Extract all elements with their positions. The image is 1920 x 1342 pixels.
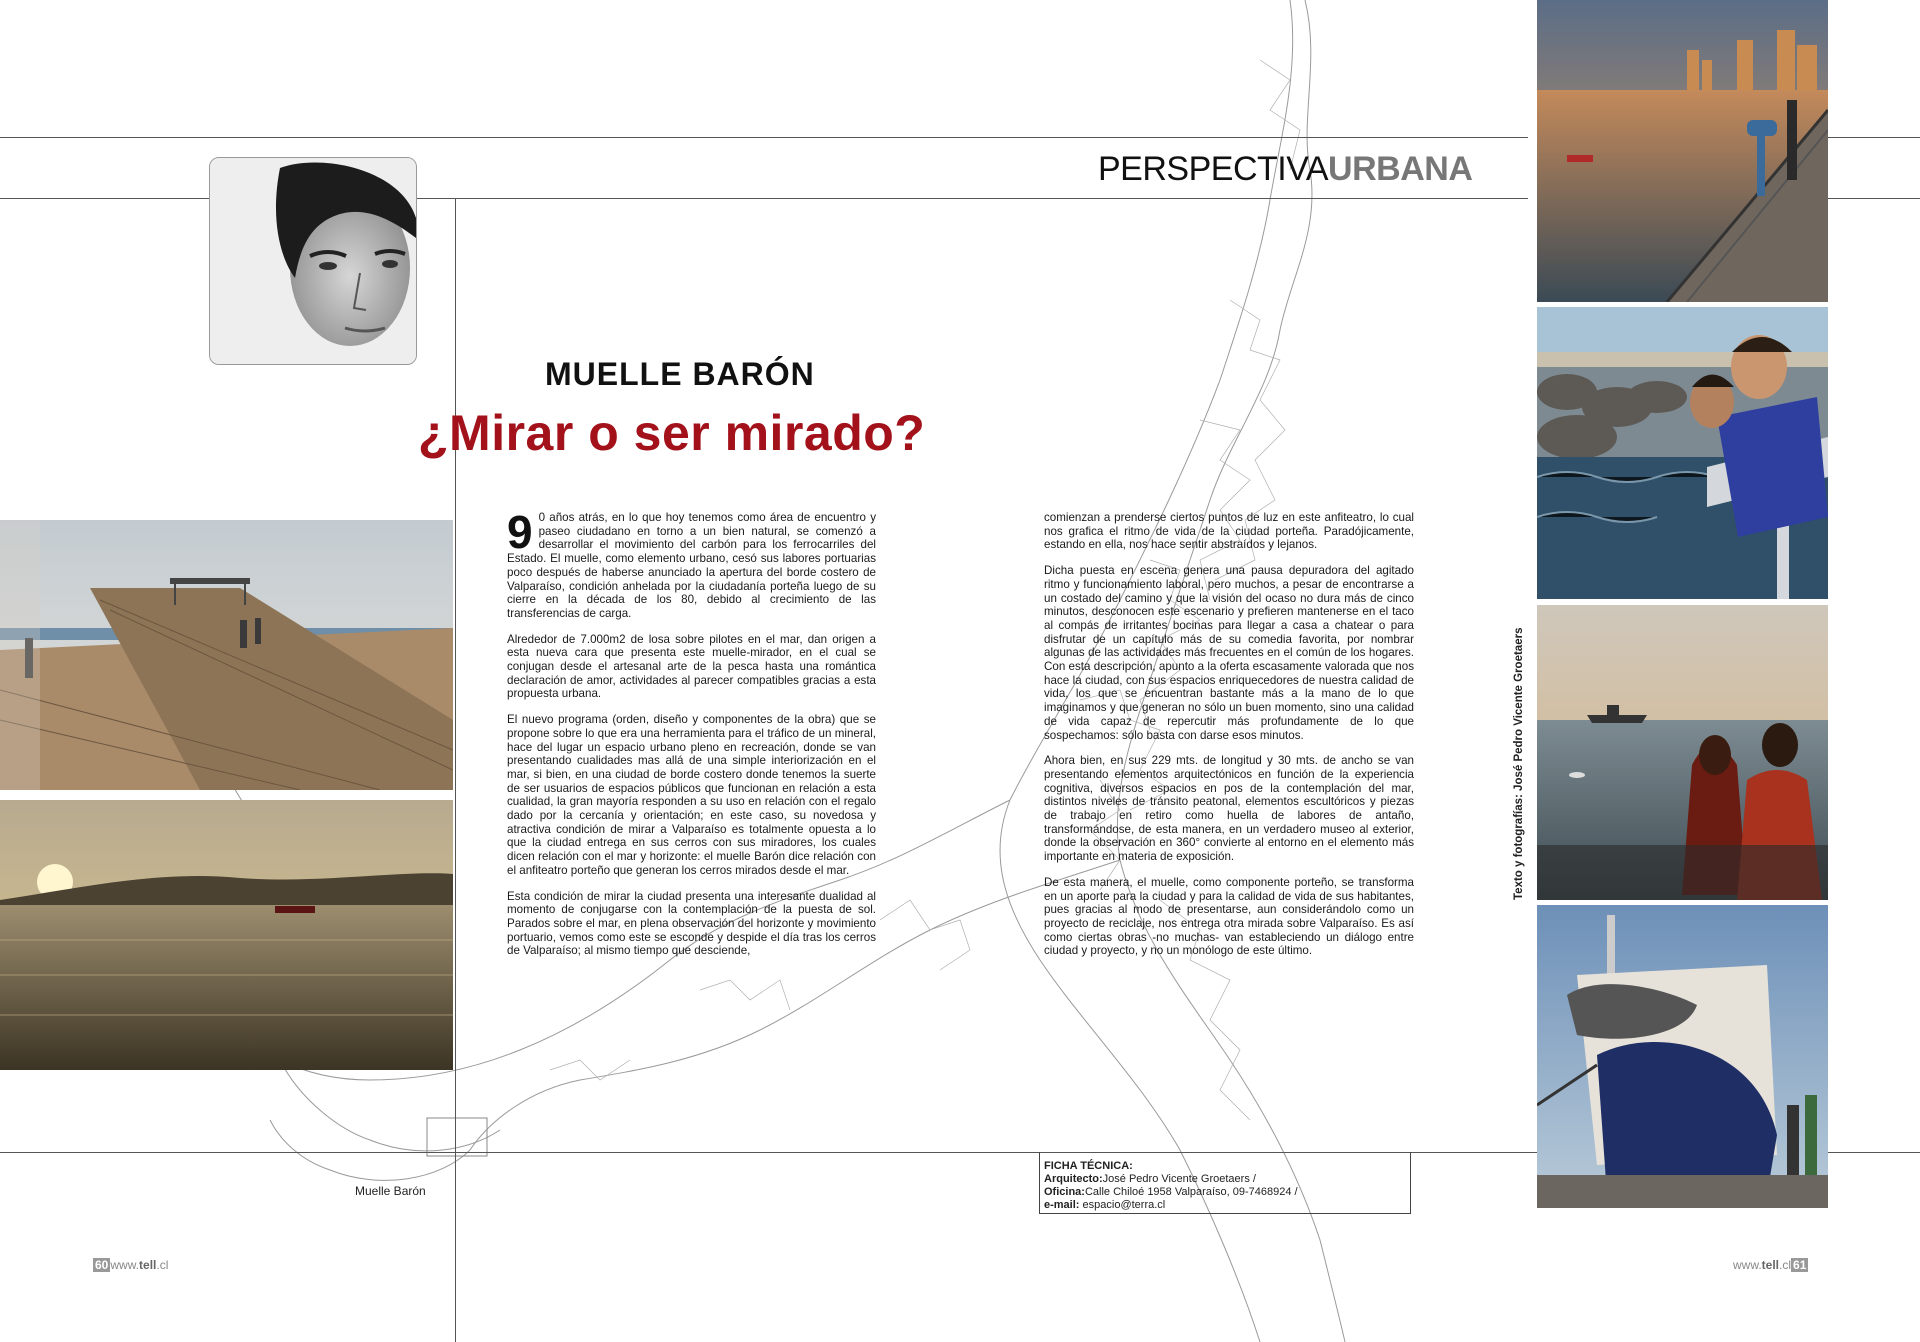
footer-right: www.tell.cl 61	[1733, 1258, 1807, 1272]
page-number-left: 60	[95, 1258, 109, 1272]
article-paragraph: Esta condición de mirar la ciudad presenta una interesante dualidad al momento de conjugarse con la contemplación de la puesta de sol. Parados sobre el mar, en plena observación del horizonte y movimiento portuario, vemos como este se esconde y despide el día tras los cerros de Valparaíso; al mismo tiempo que desciende,	[507, 889, 876, 958]
headline-title: ¿Mirar o ser mirado?	[418, 405, 926, 461]
ficha-title: FICHA TÉCNICA:	[1044, 1160, 1133, 1172]
photo-pier-binoculars	[1537, 0, 1828, 302]
header-rule-right-2	[1828, 198, 1920, 199]
article-paragraph: Dicha puesta en escena genera una pausa depuradora del agitado ritmo y funcionamiento laboral, pero muchos, a pesar de encontrarse a un costado del camino y que la visión del ocaso no dura más de cinco minutos, desconocen este escenario y prefieren mantenerse en el taco al compás de irritantes bocinas para llegar a casa a chatear o para disfrutar de un capítulo más de su comedia favorita, por nombrar algunas de las actividades más frecuentes en el común de los hogares. Con esta descripción, apunto a la oferta escasamente valorada que nos hace la ciudad, con sus espacios enriquecedores de nuestra calidad de vida, los que se encuentran bastante más a la mano de lo que imaginamos y que generan no sólo un buen momento, sino una calidad de vida capaz de repercutir más profundamente de lo que sospechamos: sólo basta con darse esos minutos.	[1044, 564, 1414, 742]
top-rule-left	[0, 137, 1528, 138]
ficha-architect: Arquitecto:José Pedro Vicente Groetaers /	[1044, 1173, 1256, 1185]
section-heading	[1098, 150, 1472, 189]
article-paragraph: comienzan a prenderse ciertos puntos de luz en este anfiteatro, lo cual nos grafica el ritmo de vida de la ciudad porteña. Paradójicamente, estando en ella, nos hace sentir abstraídos y lejanos.	[1044, 511, 1414, 552]
photo-caption: Muelle Barón	[355, 1184, 426, 1198]
photo-sunset-bay	[0, 800, 453, 1070]
header-rule-right	[1828, 137, 1920, 138]
ficha-tecnica-box	[1039, 1152, 1411, 1214]
article-paragraph: Alrededor de 7.000m2 de losa sobre pilotes en el mar, dan origen a esta nueva cara que presenta este muelle-mirador, en el cual se conjugan desde el artesanal arte de la pesca hasta una romántica declaración de amor, actividades al parecer compatibles gracias a esta propuesta urbana.	[507, 632, 876, 701]
headline-kicker: MUELLE BARÓN	[545, 356, 815, 392]
photo-children-rail	[1537, 307, 1828, 599]
article-column-right	[1044, 511, 1414, 970]
section-heading-prefix: PERSPECTIVA	[1098, 150, 1329, 188]
article-paragraph: El nuevo programa (orden, diseño y componentes de la obra) que se propone sobre lo que era una herramienta para el tráfico de un mineral, hace del lugar un espacio urbano pleno en recreación, donde se van presentando cualidades mas allá de una simple interiorización en el mar, si bien, en una ciudad de borde costero donde tenemos la suerte de ser usuarios de espacios públicos que funcionan en relación a esta cualidad, la gran mayoría responden a su uso en relación con el regalo dado por la cercanía y orientación; en este caso, su novedosa y atractiva condición de mirar a Valparaíso es totalmente opuesta a lo que la ciudad entrega en sus cerros con sus miradores, los cuales dicen relación con el mar y horizonte: el muelle Barón dice relación con el anfiteatro porteño que generan los cerros mirados desde el mar.	[507, 713, 876, 877]
ficha-office: Oficina:Calle Chiloé 1958 Valparaíso, 09-7468924 /	[1044, 1186, 1298, 1198]
drop-cap: 9	[507, 506, 533, 558]
author-portrait	[209, 157, 417, 365]
article-paragraph: De esta manera, el muelle, como componente porteño, se transforma en un aporte para la ciudad y para la calidad de vida de sus habitantes, pues gracias al modo de presentarse, aun considerándolo como un proyecto de reciclaje, nos entrega otra mirada sobre Valparaíso. Es así como ciertas obras -no muchas- van estableciendo un diálogo entre ciudad y proyecto, y no un monólogo de este último.	[1044, 875, 1414, 958]
section-heading-suffix: URBANA	[1328, 150, 1473, 188]
photo-credit: Texto y fotografías: José Pedro Vicente Groetaers	[1513, 627, 1525, 900]
footer-left: 60 www.tell.cl	[95, 1258, 169, 1272]
article-paragraph: Ahora bien, en sus 229 mts. de longitud y 30 mts. de ancho se van presentando elementos arquitectónicos en función de la experiencia cognitiva, diversos espacios en pos de la contemplación del mar, distintos niveles de tránsito peatonal, elementos escultóricos y piezas de trabajo en retiro como huella de labores de antaño, transformándose, de esta manera, en un verdadero museo al exterior, donde la observación en 360° convierte al entorno en el elemento más importante en materia de exposición.	[1044, 754, 1414, 864]
photo-docked-boat	[1537, 905, 1828, 1208]
column-divider	[455, 198, 456, 1342]
page-number-right: 61	[1793, 1258, 1807, 1272]
photo-couple-ship	[1537, 605, 1828, 900]
ficha-email: e-mail: espacio@terra.cl	[1044, 1199, 1166, 1211]
photo-pier-walkway	[0, 520, 453, 790]
article-paragraph: 9 0 años atrás, en lo que hoy tenemos como área de encuentro y paseo ciudadano en torno a un bien natural, se comenzó a desarrollar el movimiento del carbón para los ferrocarriles del Estado. El muelle, como elemento urbano, cesó sus labores portuarias poco después de haberse anunciado la apertura del borde costero de Valparaíso, condición anhelada por la ciudadanía porteña luego de su cierre en la década de los 80, debido al crecimiento de las transferencias de carga.	[507, 506, 876, 620]
article-column-left	[507, 506, 876, 970]
